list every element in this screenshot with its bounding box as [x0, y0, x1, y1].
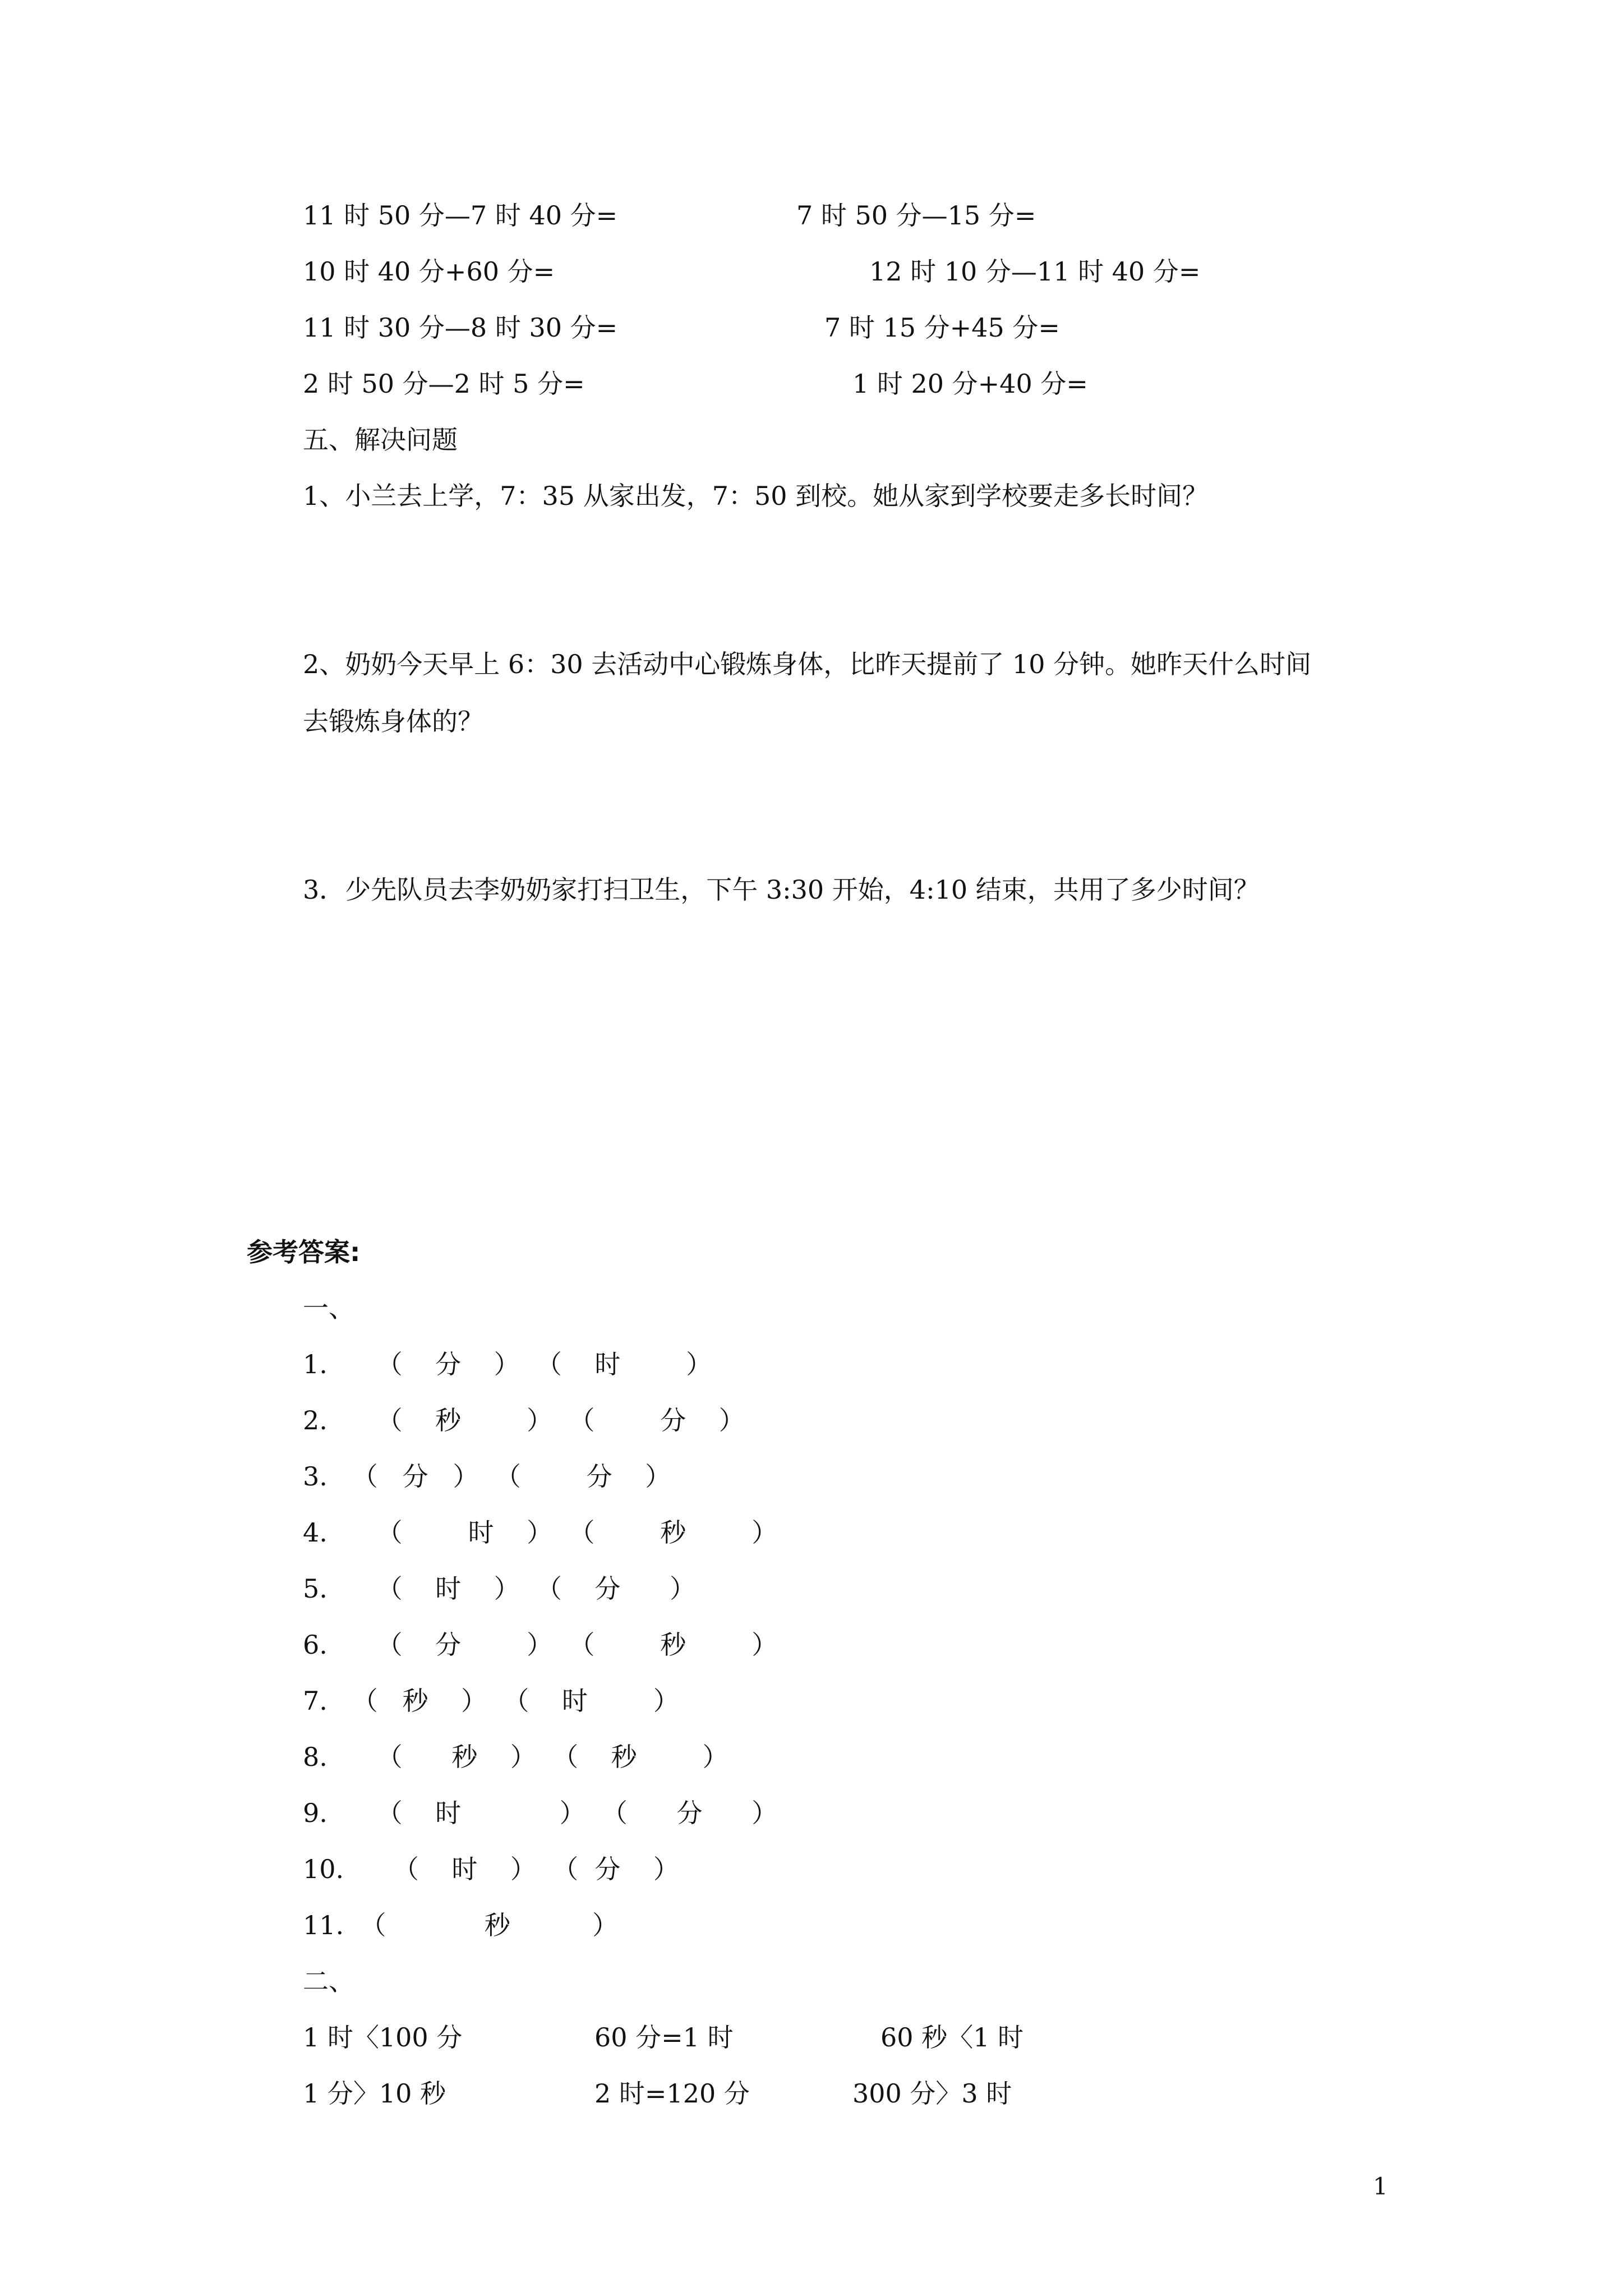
answer-1-6: 6. （ 分 ） （ 秒 ）	[303, 1630, 778, 1660]
answer-2-row-1-col-1: 1 时〈100 分	[303, 2022, 463, 2053]
calc-row-4-right: 1 时 20 分+40 分=	[852, 369, 1088, 399]
calc-row-2-right: 12 时 10 分—11 时 40 分=	[869, 256, 1201, 287]
question-2-line-2: 去锻炼身体的？	[303, 706, 483, 737]
answer-1-9: 9. （ 时 ） （ 分 ）	[303, 1798, 778, 1828]
answer-1-5: 5. （ 时 ） （ 分 ）	[303, 1573, 696, 1604]
answer-1-7: 7. （ 秒 ） （ 时 ）	[303, 1686, 679, 1716]
answer-2-row-1-col-2: 60 分=1 时	[594, 2022, 734, 2053]
answer-1-4: 4. （ 时 ） （ 秒 ）	[303, 1517, 778, 1548]
calc-row-3-right: 7 时 15 分+45 分=	[824, 312, 1060, 343]
answer-1-11: 11. （ 秒 ）	[303, 1910, 619, 1940]
answers-title: 参考答案:	[247, 1237, 361, 1267]
question-1: 1、小兰去上学，7：35 从家出发，7：50 到校。她从家到学校要走多长时间？	[303, 481, 1209, 511]
answer-1-10: 10. （ 时 ） （ 分 ）	[303, 1854, 679, 1884]
answer-2-row-2-col-1: 1 分〉10 秒	[303, 2078, 446, 2109]
question-3: 3．少先队员去李奶奶家打扫卫生，下午 3:30 开始，4:10 结束，共用了多少时间？	[303, 875, 1260, 905]
answers-part-2-label: 二、	[303, 1966, 354, 1996]
question-2-line-1: 2、奶奶今天早上 6：30 去活动中心锻炼身体，比昨天提前了 10 分钟。她昨天什么时间	[303, 649, 1312, 679]
calc-row-4-left: 2 时 50 分—2 时 5 分=	[303, 369, 585, 399]
answers-part-1-label: 一、	[303, 1293, 354, 1323]
section-5-heading: 五、解决问题	[303, 425, 458, 455]
answer-2-row-2-col-3: 300 分〉3 时	[852, 2078, 1012, 2109]
answer-1-2: 2. （ 秒 ） （ 分 ）	[303, 1405, 745, 1435]
page-number: 1	[1373, 2173, 1388, 2200]
calc-row-1-right: 7 时 50 分—15 分=	[796, 200, 1036, 231]
calc-row-1-left: 11 时 50 分—7 时 40 分=	[303, 200, 618, 231]
calc-row-2-left: 10 时 40 分+60 分=	[303, 256, 555, 287]
answer-1-1: 1. （ 分 ） （ 时 ）	[303, 1349, 712, 1379]
answer-2-row-1-col-3: 60 秒〈1 时	[880, 2022, 1024, 2053]
answer-1-3: 3. （ 分 ） （ 分 ）	[303, 1461, 671, 1492]
answer-1-8: 8. （ 秒 ） （ 秒 ）	[303, 1742, 728, 1772]
calc-row-3-left: 11 时 30 分—8 时 30 分=	[303, 312, 618, 343]
answer-2-row-2-col-2: 2 时=120 分	[594, 2078, 750, 2109]
